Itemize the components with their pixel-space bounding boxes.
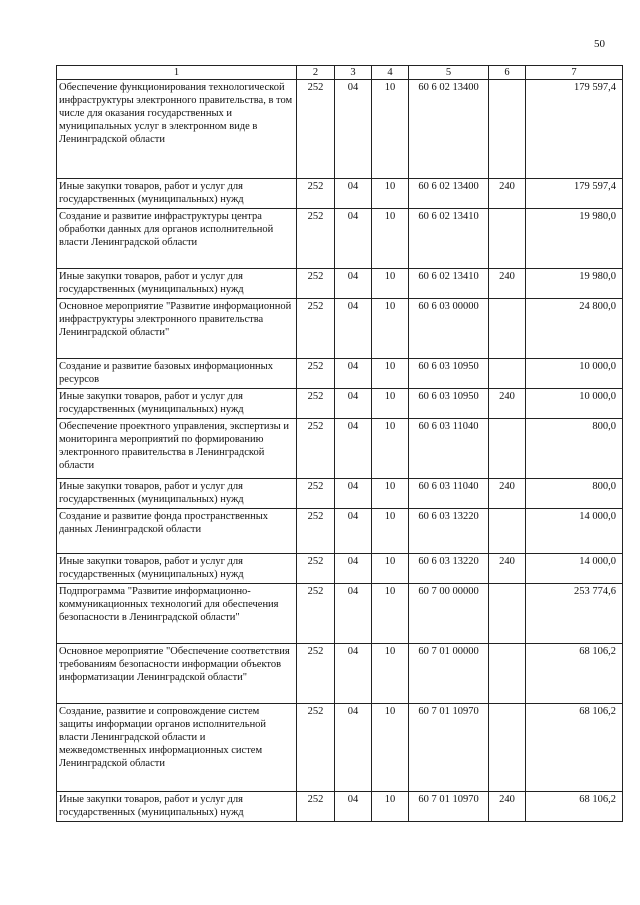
header-row <box>57 66 623 80</box>
row-subsection-cell: 10 <box>372 704 409 792</box>
table-row <box>57 792 623 822</box>
row-section-cell: 04 <box>335 704 372 792</box>
table-row <box>57 644 623 704</box>
row-target-cell: 60 6 02 13410 <box>409 209 489 269</box>
row-subsection-cell: 10 <box>372 479 409 509</box>
row-name-cell: Иные закупки товаров, работ и услуг для государственных (муниципальных) нужд <box>57 269 297 299</box>
row-subsection-cell: 10 <box>372 359 409 389</box>
row-amount-cell: 24 800,0 <box>526 299 623 359</box>
row-target-cell: 60 6 03 10950 <box>409 389 489 419</box>
row-amount-cell: 10 000,0 <box>526 359 623 389</box>
row-type-cell <box>489 80 526 179</box>
column-header: 5 <box>409 66 489 80</box>
row-target-cell: 60 6 03 11040 <box>409 479 489 509</box>
row-name-cell: Создание и развитие фонда пространственных данных Ленинградской области <box>57 509 297 554</box>
row-code-cell: 252 <box>297 554 335 584</box>
row-type-cell <box>489 299 526 359</box>
row-code-cell: 252 <box>297 179 335 209</box>
row-type-cell: 240 <box>489 179 526 209</box>
table-row <box>57 269 623 299</box>
table-row <box>57 209 623 269</box>
row-code-cell: 252 <box>297 419 335 479</box>
row-amount-cell: 253 774,6 <box>526 584 623 644</box>
row-type-cell <box>489 704 526 792</box>
row-target-cell: 60 6 02 13400 <box>409 179 489 209</box>
row-subsection-cell: 10 <box>372 389 409 419</box>
row-type-cell: 240 <box>489 269 526 299</box>
row-section-cell: 04 <box>335 179 372 209</box>
row-amount-cell: 68 106,2 <box>526 644 623 704</box>
row-name-cell: Обеспечение проектного управления, экспертизы и мониторинга мероприятий по формированию электронного правительства в Ленинградской области <box>57 419 297 479</box>
row-target-cell: 60 6 03 13220 <box>409 509 489 554</box>
row-target-cell: 60 6 02 13400 <box>409 80 489 179</box>
row-subsection-cell: 10 <box>372 644 409 704</box>
row-type-cell: 240 <box>489 792 526 822</box>
row-subsection-cell: 10 <box>372 419 409 479</box>
row-section-cell: 04 <box>335 584 372 644</box>
row-amount-cell: 10 000,0 <box>526 389 623 419</box>
budget-table <box>56 65 623 822</box>
row-type-cell: 240 <box>489 389 526 419</box>
row-amount-cell: 68 106,2 <box>526 704 623 792</box>
row-code-cell: 252 <box>297 359 335 389</box>
row-amount-cell: 14 000,0 <box>526 509 623 554</box>
page-number: 50 <box>594 38 605 50</box>
table-row <box>57 179 623 209</box>
row-section-cell: 04 <box>335 389 372 419</box>
row-code-cell: 252 <box>297 389 335 419</box>
row-name-cell: Основное мероприятие "Развитие информационной инфраструктуры электронного правительства Ленинградской области" <box>57 299 297 359</box>
row-name-cell: Создание, развитие и сопровождение систем защиты информации органов исполнительной власти Ленинградской области и межведомственных информационных систем Ленинградской области <box>57 704 297 792</box>
row-subsection-cell: 10 <box>372 299 409 359</box>
row-section-cell: 04 <box>335 419 372 479</box>
row-amount-cell: 19 980,0 <box>526 209 623 269</box>
row-section-cell: 04 <box>335 299 372 359</box>
row-type-cell <box>489 584 526 644</box>
row-subsection-cell: 10 <box>372 269 409 299</box>
row-target-cell: 60 7 01 10970 <box>409 792 489 822</box>
row-type-cell <box>489 359 526 389</box>
row-type-cell <box>489 509 526 554</box>
row-amount-cell: 179 597,4 <box>526 80 623 179</box>
row-code-cell: 252 <box>297 209 335 269</box>
row-type-cell: 240 <box>489 479 526 509</box>
row-section-cell: 04 <box>335 792 372 822</box>
row-code-cell: 252 <box>297 299 335 359</box>
row-type-cell <box>489 419 526 479</box>
row-subsection-cell: 10 <box>372 179 409 209</box>
row-subsection-cell: 10 <box>372 209 409 269</box>
row-type-cell <box>489 644 526 704</box>
row-code-cell: 252 <box>297 509 335 554</box>
row-target-cell: 60 6 03 10950 <box>409 359 489 389</box>
column-header: 3 <box>335 66 372 80</box>
row-code-cell: 252 <box>297 792 335 822</box>
row-type-cell: 240 <box>489 554 526 584</box>
row-name-cell: Иные закупки товаров, работ и услуг для государственных (муниципальных) нужд <box>57 479 297 509</box>
row-name-cell: Иные закупки товаров, работ и услуг для государственных (муниципальных) нужд <box>57 792 297 822</box>
row-code-cell: 252 <box>297 704 335 792</box>
table-row <box>57 299 623 359</box>
row-name-cell: Иные закупки товаров, работ и услуг для государственных (муниципальных) нужд <box>57 554 297 584</box>
row-name-cell: Иные закупки товаров, работ и услуг для государственных (муниципальных) нужд <box>57 389 297 419</box>
row-subsection-cell: 10 <box>372 80 409 179</box>
row-target-cell: 60 7 01 00000 <box>409 644 489 704</box>
table-row <box>57 479 623 509</box>
table-row <box>57 359 623 389</box>
row-subsection-cell: 10 <box>372 584 409 644</box>
table-row <box>57 389 623 419</box>
row-target-cell: 60 6 03 00000 <box>409 299 489 359</box>
row-section-cell: 04 <box>335 479 372 509</box>
row-section-cell: 04 <box>335 554 372 584</box>
row-name-cell: Создание и развитие базовых информационных ресурсов <box>57 359 297 389</box>
row-code-cell: 252 <box>297 584 335 644</box>
row-name-cell: Основное мероприятие "Обеспечение соответствия требованиям безопасности информации объектов информатизации Ленинградской области" <box>57 644 297 704</box>
row-section-cell: 04 <box>335 269 372 299</box>
row-target-cell: 60 7 01 10970 <box>409 704 489 792</box>
row-section-cell: 04 <box>335 359 372 389</box>
row-target-cell: 60 6 03 13220 <box>409 554 489 584</box>
row-code-cell: 252 <box>297 644 335 704</box>
row-amount-cell: 800,0 <box>526 479 623 509</box>
row-amount-cell: 19 980,0 <box>526 269 623 299</box>
column-header: 7 <box>526 66 623 80</box>
row-target-cell: 60 7 00 00000 <box>409 584 489 644</box>
table-row <box>57 704 623 792</box>
table-row <box>57 554 623 584</box>
row-amount-cell: 14 000,0 <box>526 554 623 584</box>
column-header: 4 <box>372 66 409 80</box>
row-amount-cell: 68 106,2 <box>526 792 623 822</box>
column-header: 2 <box>297 66 335 80</box>
row-section-cell: 04 <box>335 644 372 704</box>
row-subsection-cell: 10 <box>372 509 409 554</box>
row-code-cell: 252 <box>297 479 335 509</box>
row-amount-cell: 800,0 <box>526 419 623 479</box>
row-name-cell: Создание и развитие инфраструктуры центра обработки данных для органов исполнительной власти Ленинградской области <box>57 209 297 269</box>
row-name-cell: Обеспечение функционирования технологической инфраструктуры электронного правительства, в том числе для оказания государственных и муниципальных услуг в электронном виде в Ленинградской области <box>57 80 297 179</box>
row-target-cell: 60 6 02 13410 <box>409 269 489 299</box>
row-subsection-cell: 10 <box>372 792 409 822</box>
row-section-cell: 04 <box>335 80 372 179</box>
row-name-cell: Подпрограмма "Развитие информационно-коммуникационных технологий для обеспечения безопасности в Ленинградской области" <box>57 584 297 644</box>
table-row <box>57 509 623 554</box>
row-code-cell: 252 <box>297 269 335 299</box>
column-header: 1 <box>57 66 297 80</box>
row-section-cell: 04 <box>335 209 372 269</box>
row-amount-cell: 179 597,4 <box>526 179 623 209</box>
column-header: 6 <box>489 66 526 80</box>
row-subsection-cell: 10 <box>372 554 409 584</box>
table-row <box>57 80 623 179</box>
row-name-cell: Иные закупки товаров, работ и услуг для государственных (муниципальных) нужд <box>57 179 297 209</box>
table-row <box>57 419 623 479</box>
row-target-cell: 60 6 03 11040 <box>409 419 489 479</box>
row-code-cell: 252 <box>297 80 335 179</box>
row-type-cell <box>489 209 526 269</box>
row-section-cell: 04 <box>335 509 372 554</box>
table-row <box>57 584 623 644</box>
